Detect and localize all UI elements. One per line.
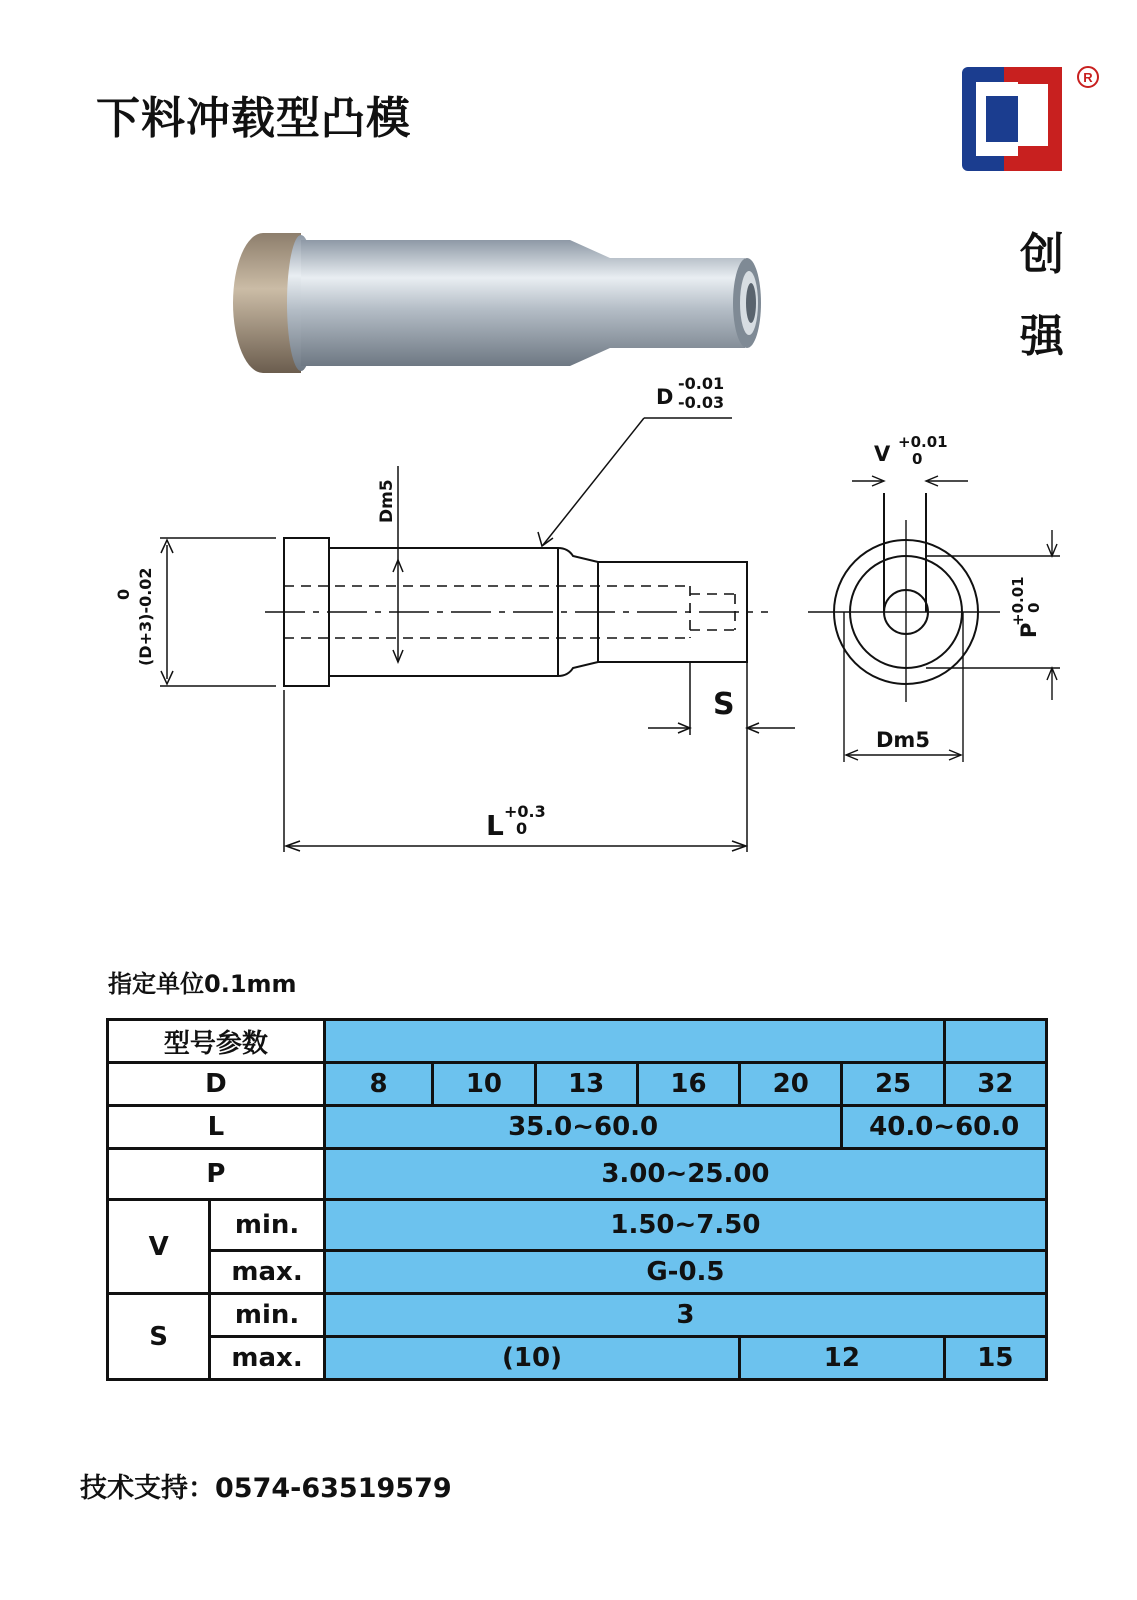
page-title: 下料冲载型凸模 (96, 93, 411, 144)
punch-photo (225, 228, 785, 378)
row-l (108, 1106, 1047, 1149)
support-contact: 技术支持：0574-63519579 (80, 1473, 452, 1504)
p-value: 3.00~25.00 (324, 1149, 1046, 1200)
dim-v-lower: 0 (912, 450, 923, 468)
d-value: 16 (637, 1063, 739, 1106)
label-v: V (108, 1200, 210, 1294)
row-d (108, 1063, 1047, 1106)
dim-p-upper: +0.01 (1009, 576, 1027, 626)
d-value: 8 (324, 1063, 432, 1106)
d-value: 32 (944, 1063, 1046, 1106)
l-range-a: 35.0~60.0 (324, 1106, 842, 1149)
s-min-label: min. (210, 1294, 325, 1337)
s-max-b: 12 (740, 1337, 945, 1380)
s-max-label: max. (210, 1337, 325, 1380)
label-model: 型号参数 (108, 1020, 325, 1063)
v-max-label: max. (210, 1251, 325, 1294)
label-l: L (108, 1106, 325, 1149)
label-p: P (108, 1149, 325, 1200)
svg-text:R: R (1083, 70, 1093, 85)
model-cell (324, 1020, 944, 1063)
model-cell-end (944, 1020, 1046, 1063)
dim-v-label: V (874, 442, 891, 466)
dim-d-label: D (656, 385, 674, 409)
dim-head-zero: 0 (114, 588, 133, 600)
spec-table (106, 1018, 1048, 1381)
label-d: D (108, 1063, 325, 1106)
row-p (108, 1149, 1047, 1200)
brand-char-1: 创 (1020, 229, 1064, 280)
dim-d-lower: -0.03 (678, 393, 725, 412)
dim-p-label: P (1017, 622, 1041, 638)
unit-note: 指定单位0.1mm (108, 970, 297, 998)
dim-p-lower: 0 (1025, 602, 1043, 613)
d-value: 25 (842, 1063, 944, 1106)
dim-v-upper: +0.01 (898, 433, 948, 451)
d-value: 10 (433, 1063, 535, 1106)
row-v-max (108, 1251, 1047, 1294)
row-s-min (108, 1294, 1047, 1337)
s-max-c: 15 (944, 1337, 1046, 1380)
dim-dm5-end: Dm5 (876, 728, 930, 752)
l-range-b: 40.0~60.0 (842, 1106, 1047, 1149)
brand-logo (962, 62, 1112, 182)
s-min-value: 3 (324, 1294, 1046, 1337)
dim-l-lower: 0 (516, 819, 528, 838)
row-v-min (108, 1200, 1047, 1251)
s-max-a: (10) (324, 1337, 739, 1380)
dim-d-upper: -0.01 (678, 374, 725, 393)
v-min-value: 1.50~7.50 (324, 1200, 1046, 1251)
row-model (108, 1020, 1047, 1063)
d-value: 13 (535, 1063, 637, 1106)
dim-dm5-side: Dm5 (377, 479, 397, 523)
brand-char-2: 强 (1020, 311, 1064, 362)
dim-l-label: L (486, 809, 504, 842)
label-s: S (108, 1294, 210, 1380)
v-min-label: min. (210, 1200, 325, 1251)
technical-drawing (0, 370, 1137, 890)
d-value: 20 (740, 1063, 842, 1106)
dim-s-label: S (713, 687, 735, 722)
dim-head-main: (D+3)-0.02 (136, 567, 155, 666)
v-max-value: G-0.5 (324, 1251, 1046, 1294)
row-s-max (108, 1337, 1047, 1380)
dim-l-upper: +0.3 (504, 802, 546, 821)
